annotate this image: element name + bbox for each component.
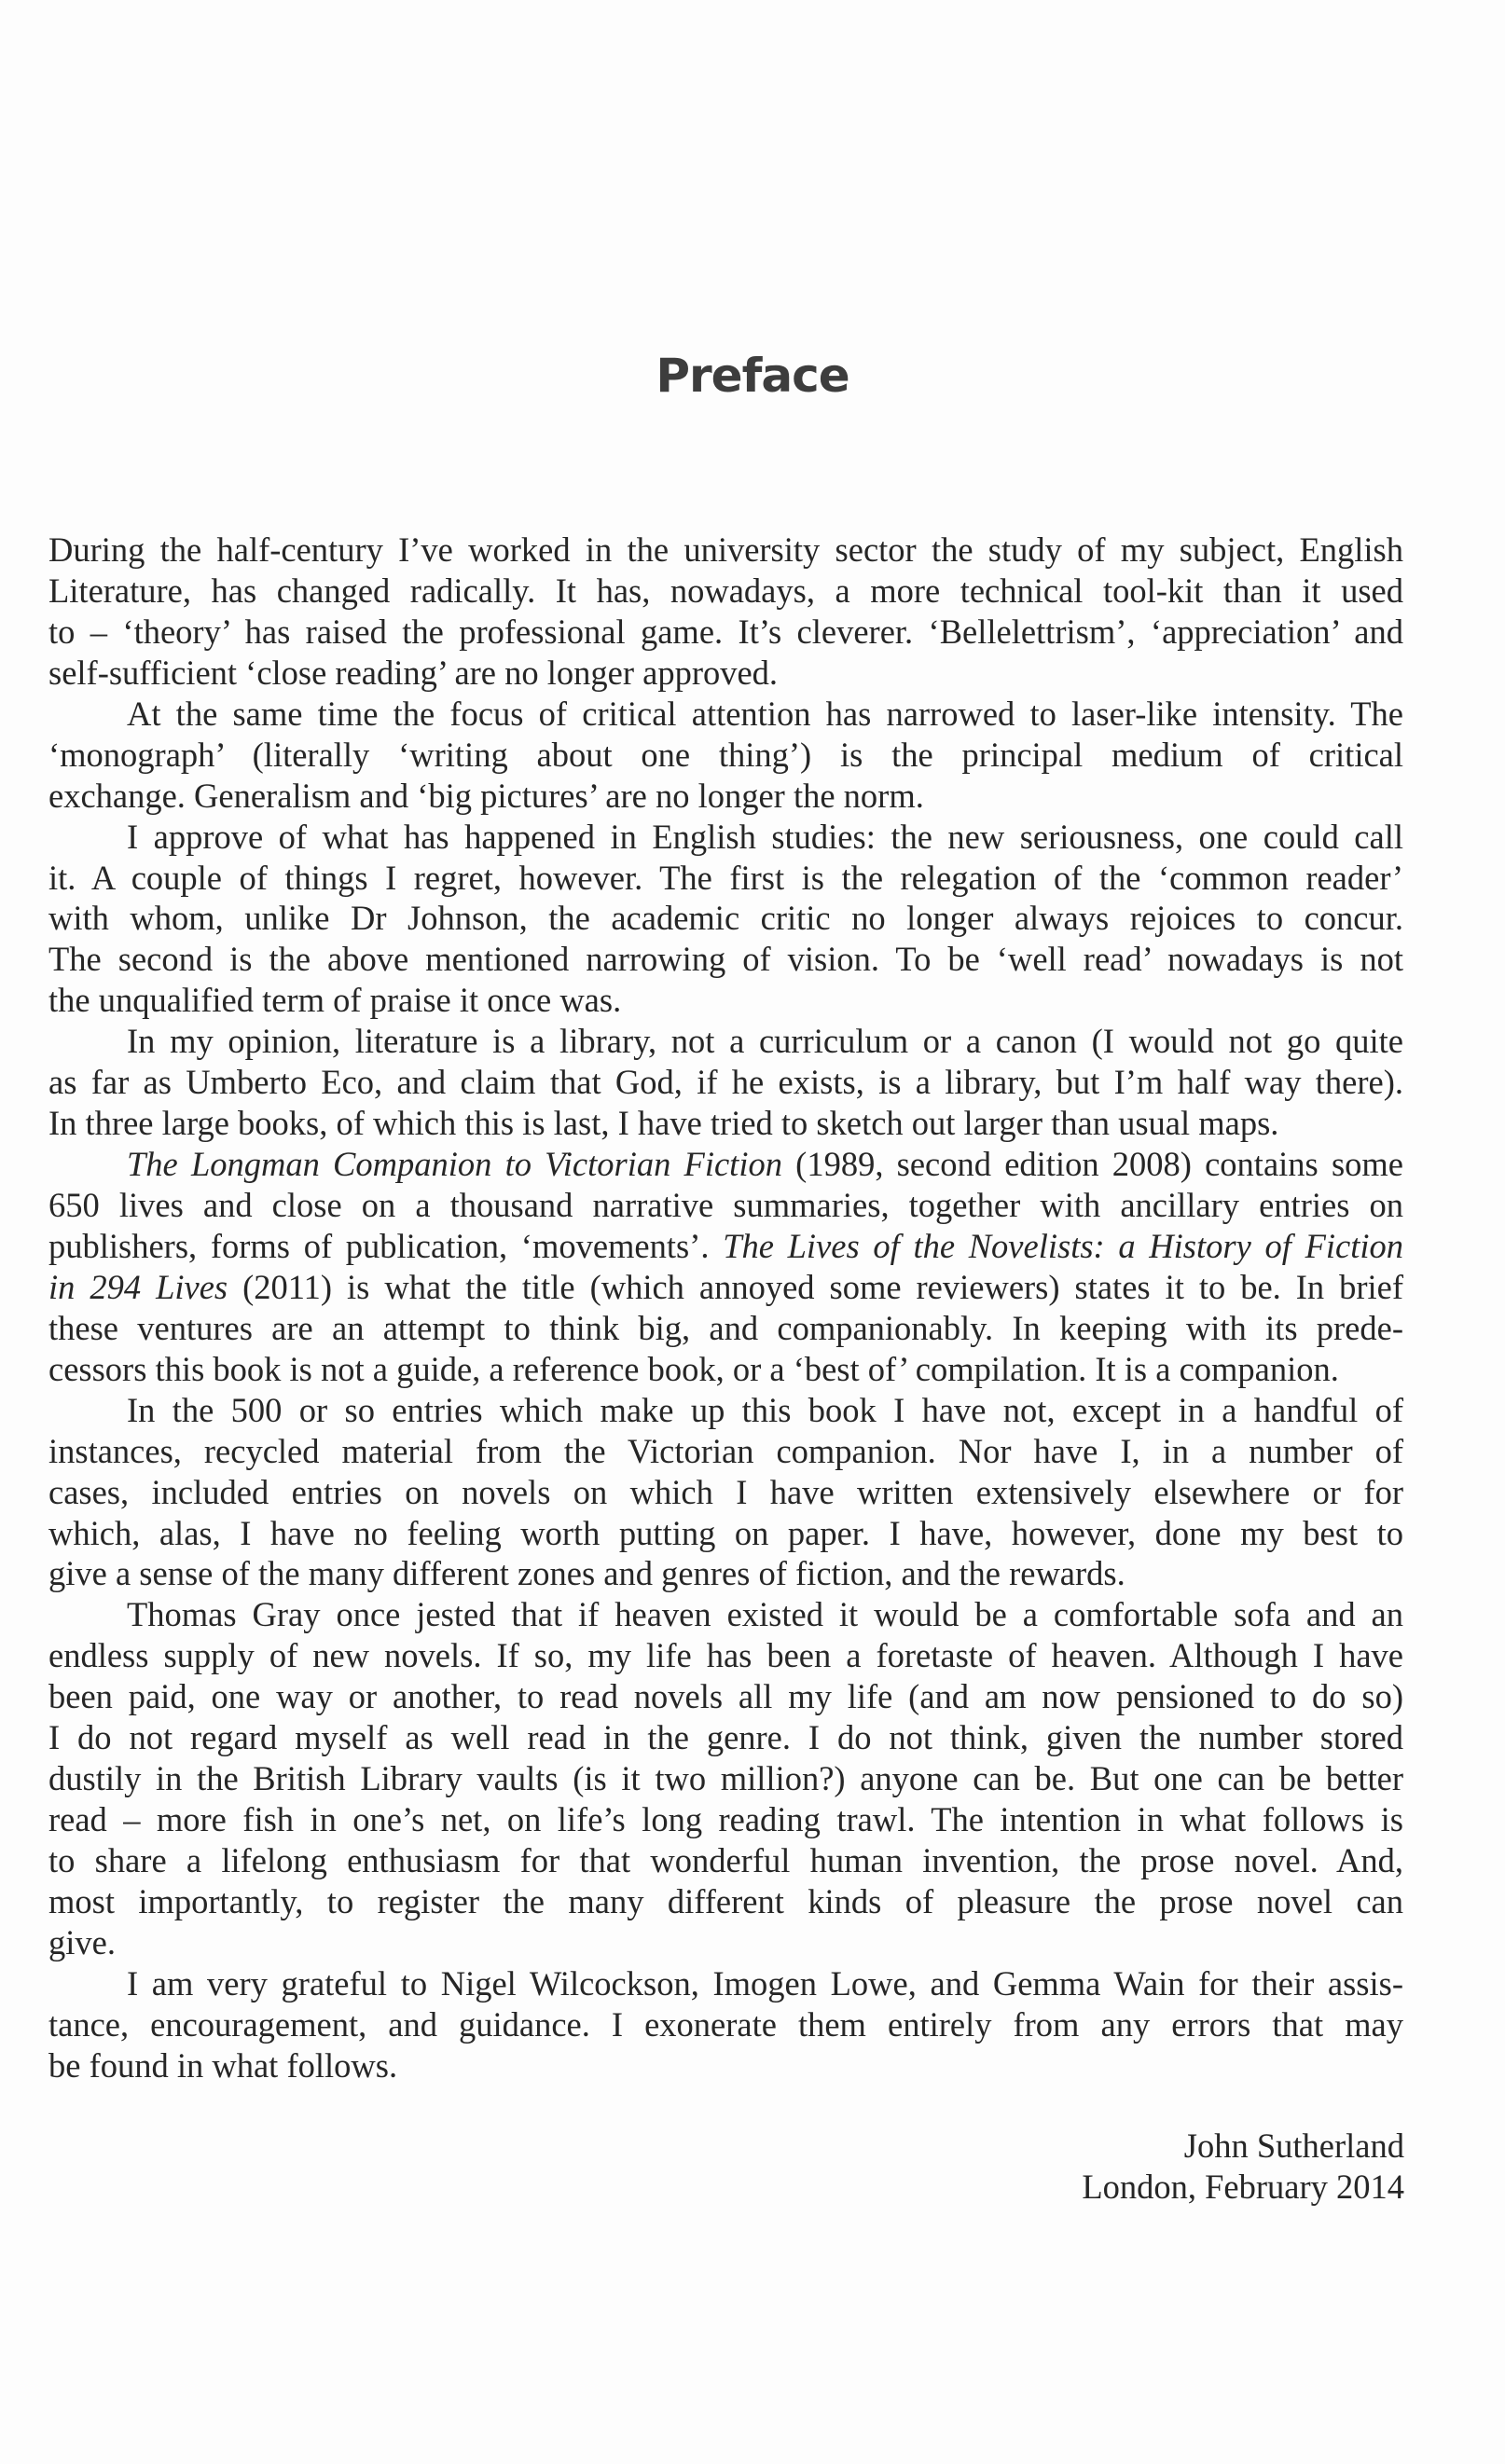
book-title: The Lives of the Novelists: a History of Fiction [723,1226,1403,1265]
book-title: The Longman Companion to Victorian Fiction [127,1145,782,1184]
text-line: ‘monograph’ (literally ‘writing about one thing’) is the principal medium of critical [48,735,1403,774]
text-line: Literature, has changed radically. It has, nowadays, a more technical tool-kit than it used [48,571,1403,610]
text-line: 650 lives and close on a thousand narrative summaries, together with ancillary entries on [48,1186,1403,1224]
text-line: publishers, forms of publication, ‘movements’. The Lives of the Novelists: a History of Fiction [48,1226,1403,1265]
text-line: The second is the above mentioned narrowing of vision. To be ‘well read’ nowadays is not [48,940,1403,979]
text-line: as far as Umberto Eco, and claim that God, if he exists, is a library, but I’m half way there). [48,1063,1403,1102]
text-line: most importantly, to register the many different kinds of pleasure the prose novel can [48,1881,1403,1920]
text-line: tance, encouragement, and guidance. I exonerate them entirely from any errors that may [48,2004,1403,2044]
preface-body [48,530,1403,2086]
text-line: endless supply of new novels. If so, my life has been a foretaste of heaven. Although I have [48,1636,1403,1675]
text-line: it. A couple of things I regret, however. The first is the relegation of the ‘common reader’ [48,858,1403,897]
text-line: these ventures are an attempt to think big, and companionably. In keeping with its prede- [48,1308,1403,1347]
text-line: cases, included entries on novels on which I have written extensively elsewhere or for [48,1472,1403,1511]
text-line: instances, recycled material from the Victorian companion. Nor have I, in a number of [48,1431,1403,1470]
paragraph [48,1021,1403,1144]
text-line: The Longman Companion to Victorian Fiction (1989, second edition 2008) contains some [127,1145,1403,1184]
paragraph [48,817,1403,1022]
place-and-date: London, February 2014 [1082,2168,1404,2206]
paragraph [48,1390,1403,1595]
signature-block [1082,2126,1404,2208]
text-line: exchange. Generalism and ‘big pictures’ are no longer the norm. [48,776,924,815]
text-line: been paid, one way or another, to read novels all my life (and am now pensioned to do so) [48,1677,1403,1716]
text-line: the unqualified term of praise it once was. [48,981,622,1020]
text-line: I am very grateful to Nigel Wilcockson, Imogen Lowe, and Gemma Wain for their assis- [127,1963,1403,2003]
text-line: dustily in the British Library vaults (is it two million?) anyone can be. But one can be better [48,1759,1403,1798]
text-line: Thomas Gray once jested that if heaven existed it would be a comfortable sofa and an [127,1595,1403,1634]
text-line: I approve of what has happened in English studies: the new seriousness, one could call [127,817,1403,856]
paragraph [48,530,1403,694]
text-line: give a sense of the many different zones and genres of fiction, and the rewards. [48,1554,1125,1593]
text-line: be found in what follows. [48,2045,398,2085]
book-title: in 294 Lives [48,1267,228,1306]
text-line: give. [48,1922,116,1962]
paragraph [48,1963,1403,2086]
text-line: in 294 Lives (2011) is what the title (which annoyed some reviewers) states it to be. In brief [48,1267,1404,1306]
text-line: I do not regard myself as well read in the genre. I do not think, given the number stored [48,1718,1403,1757]
page-title: Preface [656,349,849,403]
text-line: During the half-century I’ve worked in the university sector the study of my subject, English [48,530,1403,569]
text-line: to – ‘theory’ has raised the professional game. It’s cleverer. ‘Bellelettrism’, ‘appreciation’ and [48,612,1403,651]
text-line: self-sufficient ‘close reading’ are no longer approved. [48,653,779,692]
text-line: to share a lifelong enthusiasm for that wonderful human invention, the prose novel. And, [48,1841,1403,1879]
text-line: In the 500 or so entries which make up this book I have not, except in a handful of [127,1390,1403,1429]
text-line: cessors this book is not a guide, a reference book, or a ‘best of’ compilation. It is a companion. [48,1349,1339,1388]
text-line: At the same time the focus of critical attention has narrowed to laser-like intensity. The [127,694,1403,733]
paragraph [48,694,1403,817]
author-name: John Sutherland [1183,2127,1404,2165]
text-line: In my opinion, literature is a library, not a curriculum or a canon (I would not go quite [127,1022,1403,1061]
text-line: In three large books, of which this is last, I have tried to sketch out larger than usual maps. [48,1104,1279,1143]
text-line: read – more fish in one’s net, on life’s long reading trawl. The intention in what follows is [48,1800,1403,1839]
paragraph [48,1594,1403,1962]
paragraph [48,1144,1403,1390]
text-line: with whom, unlike Dr Johnson, the academic critic no longer always rejoices to concur. [48,899,1403,938]
text-line: which, alas, I have no feeling worth putting on paper. I have, however, done my best to [48,1513,1403,1552]
